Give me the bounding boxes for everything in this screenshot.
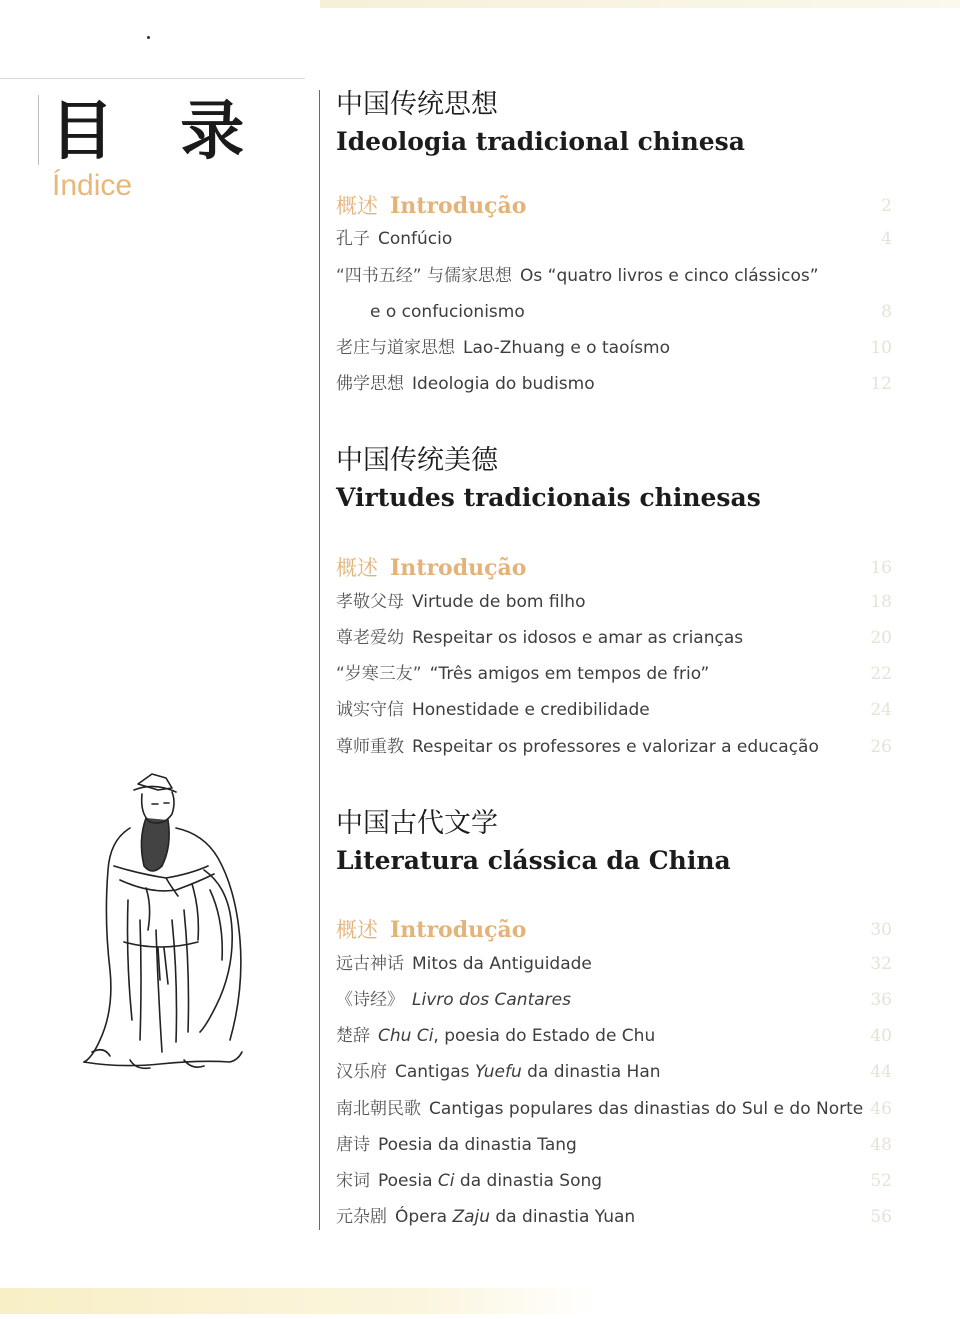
entry-page: 8: [881, 302, 892, 322]
entry-page: 48: [870, 1135, 892, 1155]
toc-entry[interactable]: [336, 333, 896, 363]
entry-pt: Respeitar os professores e valorizar a educação: [412, 737, 819, 757]
entry-cn: 汉乐府: [336, 1062, 387, 1082]
toc-entry[interactable]: [336, 261, 896, 291]
entry-pt: Poesia da dinastia Tang: [378, 1135, 577, 1155]
page-subtitle: Índice: [52, 169, 133, 202]
page-title: 目 录: [50, 94, 267, 169]
entry-pt: Honestidade e credibilidade: [412, 700, 650, 720]
entry-page: 20: [870, 628, 892, 648]
entry-cn: 老庄与道家思想: [336, 338, 455, 358]
entry-pt-italic: Chu Ci: [378, 1026, 434, 1046]
entry-page: 18: [870, 592, 892, 612]
toc-entry[interactable]: [336, 224, 896, 254]
entry-pt: e o confucionismo: [370, 302, 525, 322]
entry-page: 16: [870, 558, 892, 578]
toc-entry[interactable]: [336, 732, 896, 762]
entry-cn: 尊老爱幼: [336, 628, 404, 648]
entry-cn: 楚辞: [336, 1026, 370, 1046]
entry-cn: 远古神话: [336, 954, 404, 974]
toc-entry[interactable]: [336, 1166, 896, 1196]
entry-page: 4: [881, 229, 892, 249]
entry-cn: “岁寒三友”: [336, 664, 422, 684]
section-2-title-pt: Virtudes tradicionais chinesas: [336, 483, 761, 512]
entry-pt: Ópera: [395, 1207, 448, 1227]
title-tick-line: [38, 95, 39, 165]
entry-cn: 佛学思想: [336, 374, 404, 394]
section-3-title-cn: 中国古代文学: [336, 808, 498, 839]
section-3-title-pt: Literatura clássica da China: [336, 846, 731, 875]
entry-pt: Mitos da Antiguidade: [412, 954, 592, 974]
entry-cn: 元杂剧: [336, 1207, 387, 1227]
entry-pt: Ideologia do budismo: [412, 374, 595, 394]
entry-cn: 孔子: [336, 229, 370, 249]
entry-cn: 概述: [336, 194, 378, 218]
entry-pt-after: , poesia do Estado de Chu: [433, 1026, 656, 1046]
toc-entry[interactable]: [336, 1021, 896, 1051]
entry-pt: Introdução: [390, 917, 527, 943]
confucius-figure-icon: [80, 770, 250, 1075]
entry-pt: Poesia: [378, 1171, 433, 1191]
toc-entry[interactable]: [336, 949, 896, 979]
entry-cn: 尊师重教: [336, 737, 404, 757]
toc-entry[interactable]: [336, 1057, 896, 1087]
entry-pt-after: da dinastia Song: [459, 1171, 603, 1191]
entry-cn: 概述: [336, 918, 378, 942]
section-1-title-cn: 中国传统思想: [336, 89, 498, 120]
toc-entry[interactable]: [336, 1130, 896, 1160]
entry-cn: 唐诗: [336, 1135, 370, 1155]
toc-entry[interactable]: [336, 985, 896, 1015]
entry-pt-italic: Livro dos Cantares: [412, 990, 571, 1010]
entry-pt: Confúcio: [378, 229, 453, 249]
entry-page: 24: [870, 700, 892, 720]
entry-cn: 诚实守信: [336, 700, 404, 720]
entry-page: 12: [870, 374, 892, 394]
entry-pt: Virtude de bom filho: [412, 592, 586, 612]
entry-pt: “Três amigos em tempos de frio”: [429, 664, 710, 684]
toc-entry[interactable]: [336, 659, 896, 689]
entry-pt-after: da dinastia Yuan: [495, 1207, 636, 1227]
entry-cn: 孝敬父母: [336, 592, 404, 612]
entry-pt: Introdução: [390, 193, 527, 219]
toc-entry[interactable]: [336, 695, 896, 725]
entry-pt: Lao-Zhuang e o taoísmo: [463, 338, 671, 358]
header-divider: [0, 78, 305, 79]
toc-entry[interactable]: [336, 191, 896, 221]
entry-pt-italic: Yuefu: [474, 1062, 522, 1082]
entry-pt: Cantigas: [395, 1062, 470, 1082]
entry-pt-after: da dinastia Han: [527, 1062, 661, 1082]
entry-page: 44: [870, 1062, 892, 1082]
entry-page: 22: [870, 664, 892, 684]
entry-page: 26: [870, 737, 892, 757]
entry-page: 56: [870, 1207, 892, 1227]
column-divider: [319, 90, 320, 1230]
toc-entry[interactable]: [336, 553, 896, 583]
entry-page: 2: [881, 196, 892, 216]
bottom-decor-strip: [0, 1288, 600, 1314]
toc-entry[interactable]: [336, 587, 896, 617]
entry-cn: 宋词: [336, 1171, 370, 1191]
toc-entry[interactable]: [336, 623, 896, 653]
entry-pt-italic: Ci: [437, 1171, 455, 1191]
entry-pt-italic: Zaju: [452, 1207, 491, 1227]
toc-entry-continuation[interactable]: [336, 297, 896, 327]
toc-entry[interactable]: [336, 915, 896, 945]
entry-page: 40: [870, 1026, 892, 1046]
entry-page: 52: [870, 1171, 892, 1191]
entry-pt: Respeitar os idosos e amar as crianças: [412, 628, 744, 648]
entry-cn: “四书五经” 与儒家思想: [336, 266, 513, 286]
entry-cn: 概述: [336, 556, 378, 580]
print-speck: [147, 36, 150, 39]
entry-page: 10: [870, 338, 892, 358]
toc-entry[interactable]: [336, 1094, 896, 1124]
entry-pt: Introdução: [390, 555, 527, 581]
toc-entry[interactable]: [336, 369, 896, 399]
section-2-title-cn: 中国传统美德: [336, 445, 498, 476]
entry-page: 30: [870, 920, 892, 940]
top-decor-strip: [320, 0, 960, 8]
entry-cn: 《诗经》: [336, 990, 404, 1010]
entry-page: 32: [870, 954, 892, 974]
entry-cn: 南北朝民歌: [336, 1099, 421, 1119]
entry-page: 36: [870, 990, 892, 1010]
section-1-title-pt: Ideologia tradicional chinesa: [336, 127, 745, 156]
entry-page: 46: [870, 1099, 892, 1119]
entry-pt: Os “quatro livros e cinco clássicos”: [520, 266, 819, 286]
toc-entry[interactable]: [336, 1202, 896, 1232]
entry-pt: Cantigas populares das dinastias do Sul e do Norte: [429, 1099, 864, 1119]
